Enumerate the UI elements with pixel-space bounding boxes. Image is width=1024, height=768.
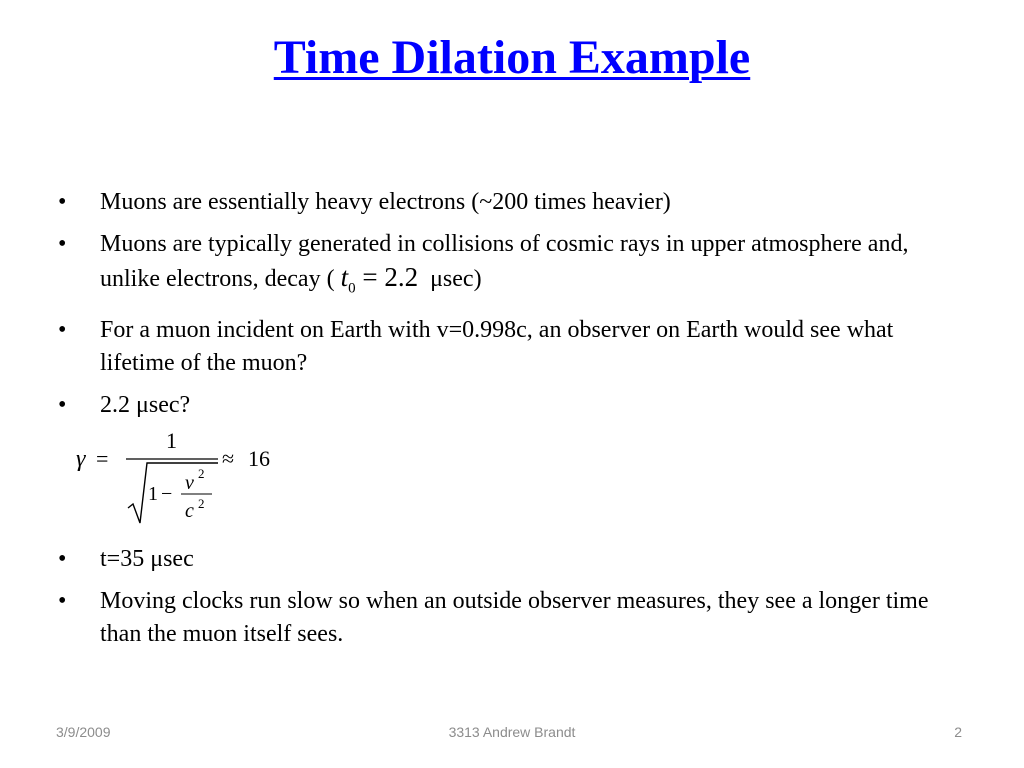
bullet-text-after: μsec) [424,266,482,292]
one-term: 1 [148,483,158,505]
bullet-item [58,314,968,380]
t0-subscript: 0 [348,280,356,297]
equals-sign: = [96,446,109,471]
sqrt-sign [128,463,218,523]
bullet-text: 2.2 μsec? [100,392,191,419]
bullet-item [58,389,968,422]
c-exponent: 2 [198,496,205,511]
bullet-item [58,543,968,576]
minus-sign: − [161,483,173,505]
c-term: c [185,500,194,522]
bullet-dot: • [58,546,67,572]
gamma-equation-svg [76,428,296,528]
bullet-dot: • [58,231,67,257]
bullet-text: For a muon incident on Earth with v=0.998c, an observer on Earth would see what lifetime of the muon? [100,317,894,377]
bullet-list-after [58,543,968,660]
bullet-text: Muons are typically generated in collisions of cosmic rays in upper atmosphere and, unlike electrons, decay ( [100,231,909,292]
v-exponent: 2 [198,466,205,481]
bullet-text: Muons are essentially heavy electrons (~200 times heavier) [100,189,671,215]
v-term: v [185,472,194,494]
bullet-text: Moving clocks run slow so when an outside observer measures, they see a longer time than the muon itself sees. [100,588,929,647]
bullet-item [58,585,968,651]
footer-author: 3313 Andrew Brandt [448,724,576,740]
bullet-item [58,228,968,305]
t0-value: 2.2 [384,262,419,292]
t0-variable: t [340,262,349,292]
footer-date: 3/9/2009 [56,724,111,740]
gamma-symbol: γ [76,446,86,472]
bullet-dot: • [58,588,67,614]
bullet-dot: • [58,317,67,344]
gamma-result: 16 [248,446,270,471]
t0-equals: = [362,262,378,292]
bullet-text: t=35 μsec [100,546,194,572]
bullet-list [58,186,968,431]
t0-formula [341,261,419,305]
footer-page-number: 2 [954,724,962,740]
bullet-item [58,186,968,219]
approx-sign: ≈ [222,446,235,471]
gamma-equation [76,428,296,528]
bullet-dot: • [58,189,67,215]
numerator: 1 [166,428,177,453]
slide-title: Time Dilation Example [273,31,751,84]
bullet-dot: • [58,392,67,419]
